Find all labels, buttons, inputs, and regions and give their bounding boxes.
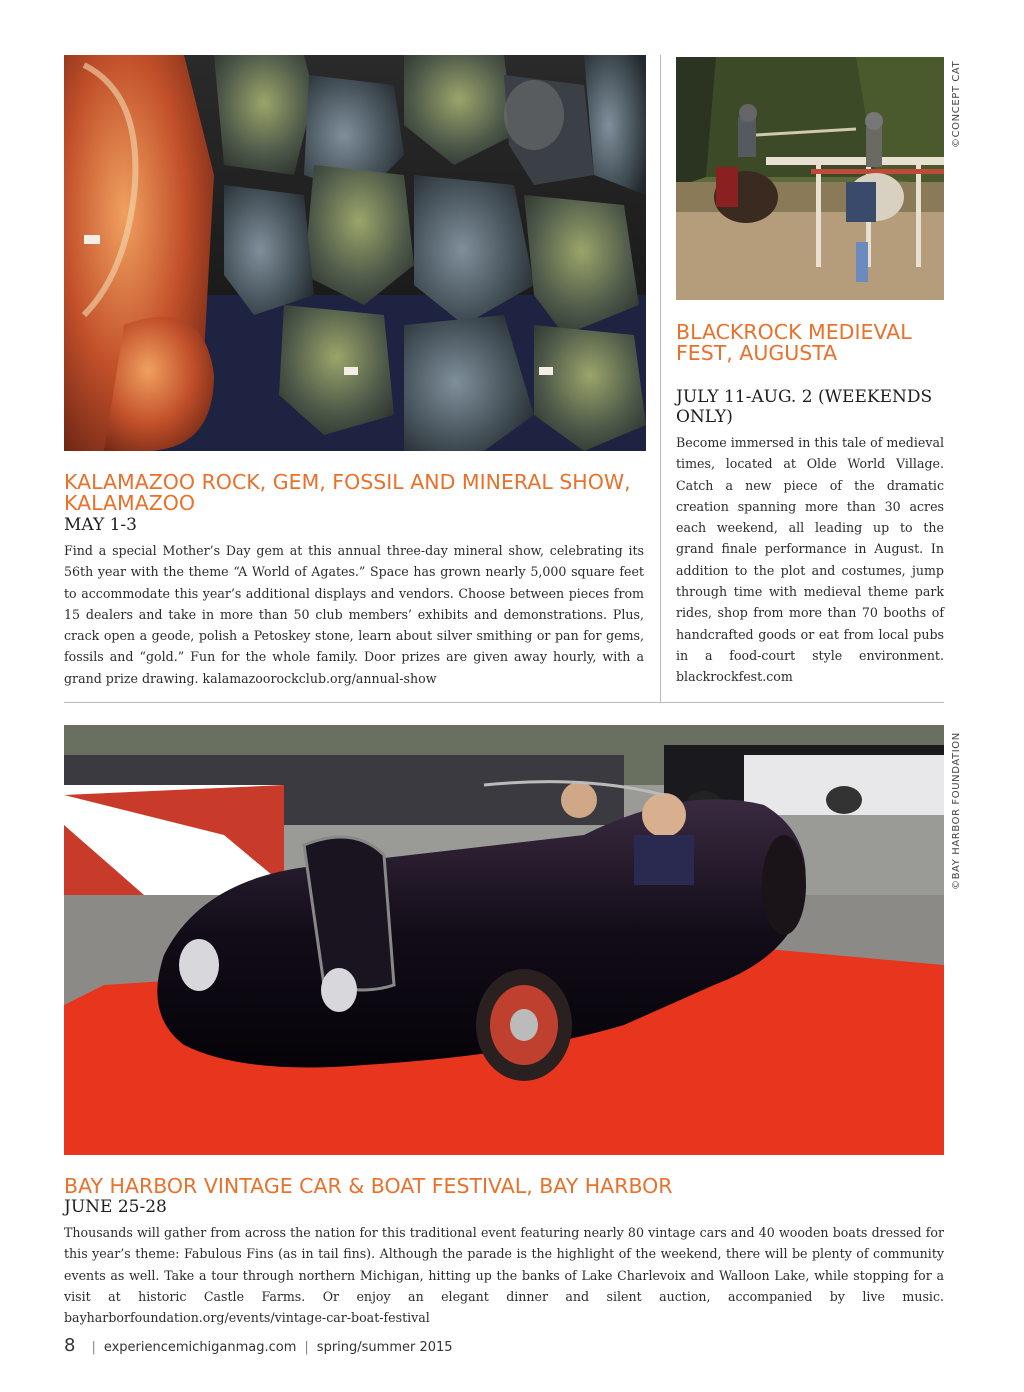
section-divider bbox=[64, 702, 944, 703]
vintage-car-photo bbox=[64, 725, 944, 1155]
jousting-photo bbox=[676, 57, 944, 300]
blackrock-headline: BLACKROCK MEDIEVAL FEST, AUGUSTA bbox=[676, 320, 912, 365]
page-number: 8 bbox=[64, 1335, 76, 1356]
gem-show-photo bbox=[64, 55, 646, 451]
footer-site: experiencemichiganmag.com bbox=[103, 1340, 297, 1355]
bay-harbor-headline: BAY HARBOR VINTAGE CAR & BOAT FESTIVAL, BAY HARBOR bbox=[64, 1174, 673, 1198]
kalamazoo-body: Find a special Mother’s Day gem at this annual three-day mineral show, celebrating its 56th year with the theme “A World of Agates.” Space has grown nearly 5,000 square feet to accommodate this year’s additional displays and vendors. Choose between pieces from 15 dealers and take in more than 50 club members’ exhibits and demonstrations. Plus, crack open a geode, polish a Petoskey stone, learn about silver smithing or pan for gems, fossils and “gold.” Fun for the whole family. Door prizes are given away hourly, with a grand prize drawing. kalamazoorockclub.org/annual-show bbox=[64, 543, 644, 686]
footer-separator: | bbox=[91, 1340, 96, 1355]
bay-harbor-body: Thousands will gather from across the nation for this traditional event featuring nearly 80 vintage cars and 40 wooden boats dressed for this year’s theme: Fabulous Fins (as in tail fins). Although the parade is the highlight of the weekend, there will be plenty of community events as well. Take a tour through northern Michigan, hitting up the banks of Lake Charlevoix and Walloon Lake, while stopping for a visit at historic Castle Farms. Or enjoy an elegant dinner and silent auction, accompanied by live music. bayharborfoundation.org/events/vintage-car-boat-festival bbox=[64, 1225, 944, 1326]
kalamazoo-headline: KALAMAZOO ROCK, GEM, FOSSIL AND MINERAL SHOW, KALAMAZOO bbox=[64, 470, 631, 515]
footer-issue: spring/summer 2015 bbox=[316, 1340, 453, 1355]
photo-credit-car: ©BAY HARBOR FOUNDATION bbox=[951, 732, 962, 890]
kalamazoo-date: MAY 1-3 bbox=[64, 515, 137, 535]
blackrock-body: Become immersed in this tale of medieval times, located at Olde World Village. Catch a new piece of the dramatic creation spanning more than 30 acres each weekend, all leading up to the grand finale performance in August. In addition to the plot and costumes, jump through time with medieval theme park rides, shop from more than 70 booths of handcrafted goods or eat from local pubs in a food-court style environment. blackrockfest.com bbox=[676, 435, 944, 685]
blackrock-date: JULY 11-AUG. 2 (WEEKENDS ONLY) bbox=[676, 387, 933, 427]
photo-credit-joust: ©CONCEPT CAT bbox=[951, 60, 962, 148]
page-footer bbox=[64, 1335, 453, 1356]
footer-separator: | bbox=[304, 1340, 309, 1355]
bay-harbor-date: JUNE 25-28 bbox=[64, 1197, 167, 1217]
column-divider bbox=[660, 55, 661, 703]
